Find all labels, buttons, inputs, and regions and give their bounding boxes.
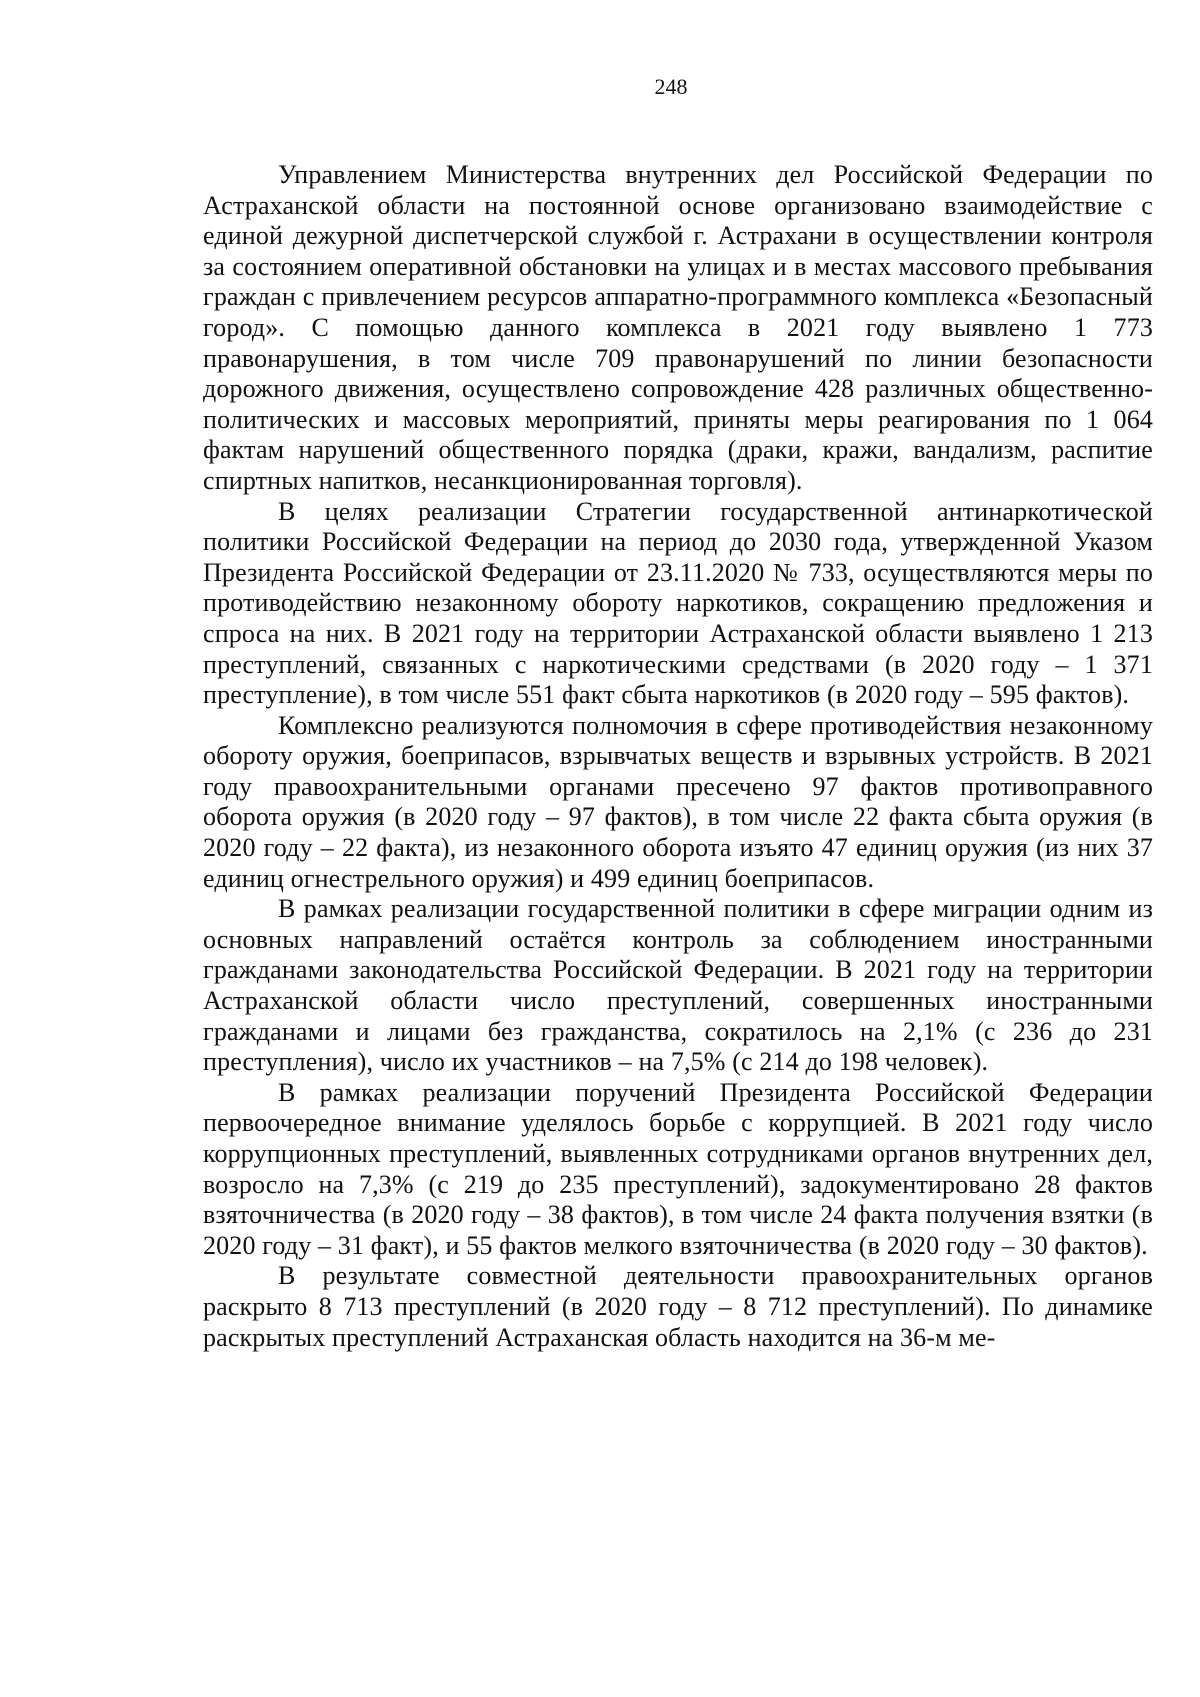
- paragraph-antidrug-strategy: В целях реализации Стратегии государственной антинаркотической политики Российской Федерации на период до 2030 года, утвержденной Указом Президента Российской Федерации от 23.11.2020 № 733, осуществляются меры по противодействию незаконному обороту наркотиков, сокращению предложения и спроса на них. В 2021 году на территории Астраханской области выявлено 1 213 преступлений, связанных с наркотическими средствами (в 2020 году – 1 371 преступление), в том числе 551 факт сбыта наркотиков (в 2020 году – 595 фактов).: [203, 496, 1153, 710]
- paragraph-migration: В рамках реализации государственной политики в сфере миграции одним из основных направлений остаётся контроль за соблюдением иностранными гражданами законодательства Российской Федерации. В 2021 году на территории Астраханской области число преступлений, совершенных иностранными гражданами и лицами без гражданства, сократилось на 2,1% (с 236 до 231 преступления), число их участников – на 7,5% (с 214 до 198 человек).: [203, 894, 1153, 1077]
- paragraph-weapons-trafficking: Комплексно реализуются полномочия в сфере противодействия незаконному обороту оружия, боеприпасов, взрывчатых веществ и взрывных устройств. В 2021 году правоохранительными органами пресечено 97 фактов противоправного оборота оружия (в 2020 году – 97 фактов), в том числе 22 факта сбыта оружия (в 2020 году – 22 факта), из незаконного оборота изъято 47 единиц оружия (из них 37 единиц огнестрельного оружия) и 499 единиц боеприпасов.: [203, 710, 1153, 893]
- paragraph-police-safe-city: Управлением Министерства внутренних дел Российской Федерации по Астраханской области на постоянной основе организовано взаимодействие с единой дежурной диспетчерской службой г. Астрахани в осуществлении контроля за состоянием оперативной обстановки на улицах и в местах массового пребывания граждан с привлечением ресурсов аппаратно-программного комплекса «Безопасный город». С помощью данного комплекса в 2021 году выявлено 1 773 правонарушения, в том числе 709 правонарушений по линии безопасности дорожного движения, осуществлено сопровождение 428 различных общественно-политических и массовых мероприятий, приняты меры реагирования по 1 064 фактам нарушений общественного порядка (драки, кражи, вандализм, распитие спиртных напитков, несанкционированная торговля).: [203, 160, 1153, 495]
- paragraph-solved-crimes: В результате совместной деятельности правоохранительных органов раскрыто 8 713 преступлений (в 2020 году – 8 712 преступлений). По динамике раскрытых преступлений Астраханская область находится на 36-м ме-: [203, 1261, 1153, 1352]
- paragraph-anti-corruption: В рамках реализации поручений Президента Российской Федерации первоочередное внимание уделялось борьбе с коррупцией. В 2021 году число коррупционных преступлений, выявленных сотрудниками органов внутренних дел, возросло на 7,3% (с 219 до 235 преступлений), задокументировано 28 фактов взяточничества (в 2020 году – 38 фактов), в том числе 24 факта получения взятки (в 2020 году – 31 факт), и 55 фактов мелкого взяточничества (в 2020 году – 30 фактов).: [203, 1077, 1153, 1260]
- page-number: 248: [654, 74, 688, 99]
- body-text: [203, 160, 1153, 1353]
